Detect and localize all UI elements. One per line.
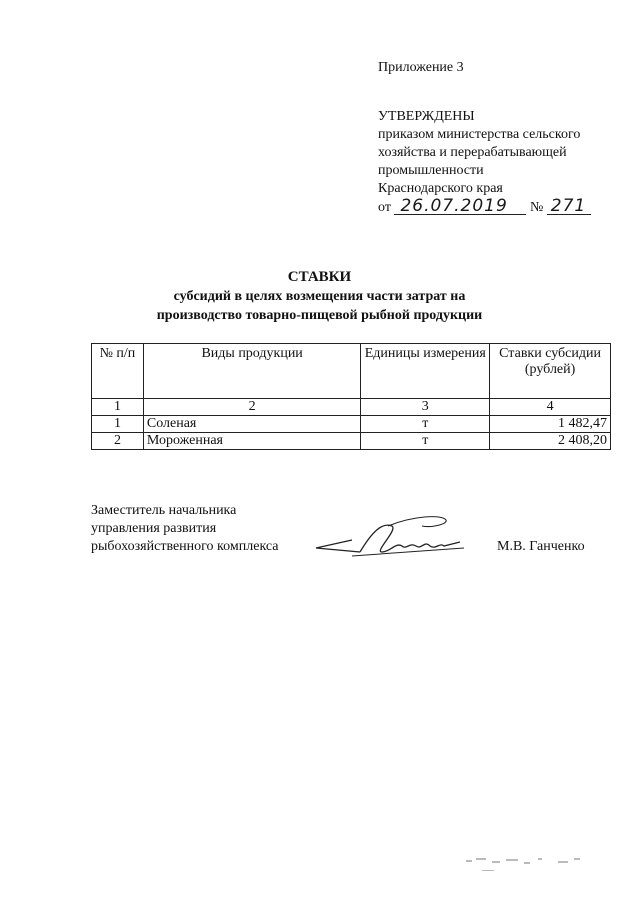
row-product: Мороженная [143, 433, 361, 450]
approval-date-line [378, 198, 618, 220]
approval-date: 26.07.2019 [394, 198, 526, 215]
header-cell: Ставки субсидии (рублей) [490, 344, 611, 399]
position-line: рыбохозяйственного комплекса [91, 539, 279, 554]
document-subtitle-line: производство товарно-пищевой рыбной продукции [156, 308, 483, 323]
position-line: управления развития [91, 521, 217, 536]
approval-number: 271 [547, 198, 591, 215]
row-rate: 1 482,47 [490, 416, 611, 433]
numbering-cell: 3 [361, 399, 490, 416]
numbering-cell: 1 [92, 399, 144, 416]
signatory-name: М.В. Ганченко [497, 539, 585, 554]
row-number: 1 [92, 416, 144, 433]
header-cell: Виды продукции [143, 344, 361, 399]
header-cell: № п/п [92, 344, 144, 399]
numbering-cell: 4 [490, 399, 611, 416]
approval-block [378, 108, 618, 220]
approval-line: приказом министерства сельского [378, 127, 581, 142]
rates-table [91, 343, 611, 450]
table-row [92, 416, 611, 433]
scan-noise [462, 852, 592, 882]
document-title: СТАВКИ [287, 269, 352, 285]
position-line: Заместитель начальника [91, 503, 237, 518]
approval-title: УТВЕРЖДЕНЫ [378, 109, 475, 124]
table-row [92, 433, 611, 450]
row-product: Соленая [143, 416, 361, 433]
date-prefix: от [378, 200, 391, 215]
handwritten-signature [312, 512, 472, 568]
document-subtitle-line: субсидий в целях возмещения части затрат на [173, 289, 466, 304]
signatory-position [91, 502, 279, 556]
row-number: 2 [92, 433, 144, 450]
header-cell: Единицы измерения [361, 344, 490, 399]
row-unit: т [361, 433, 490, 450]
numbering-cell: 2 [143, 399, 361, 416]
document-heading [0, 268, 639, 325]
table-numbering-row [92, 399, 611, 416]
approval-line: Краснодарского края [378, 181, 503, 196]
approval-line: промышленности [378, 163, 484, 178]
approval-line: хозяйства и перерабатывающей [378, 145, 567, 160]
row-unit: т [361, 416, 490, 433]
appendix-label: Приложение 3 [378, 60, 464, 75]
row-rate: 2 408,20 [490, 433, 611, 450]
table-header-row [92, 344, 611, 399]
number-prefix: № [529, 200, 544, 215]
